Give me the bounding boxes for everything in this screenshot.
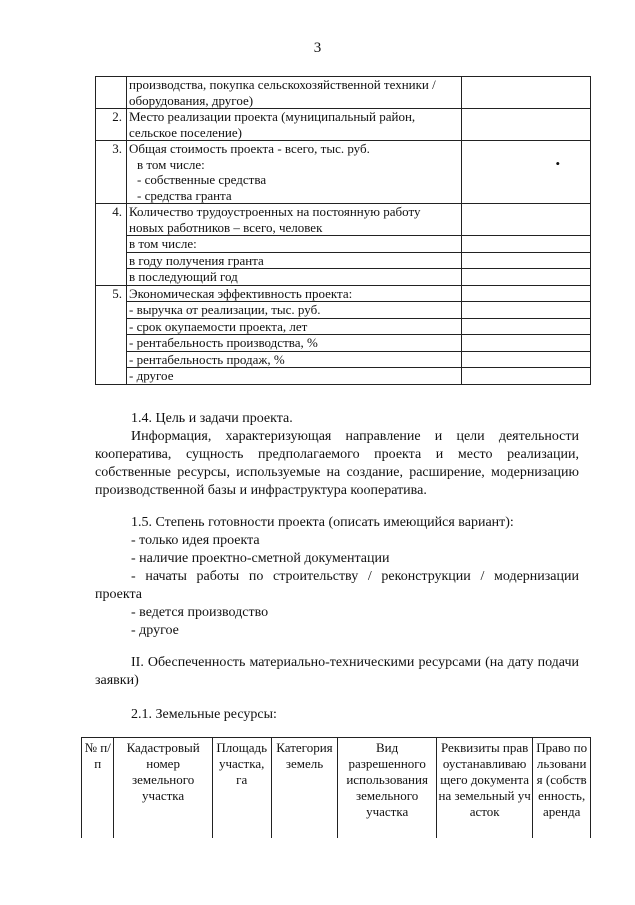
row-value: [462, 302, 591, 319]
section-2-1-heading: 2.1. Земельные ресурсы:: [131, 707, 277, 722]
table-row: [96, 285, 591, 302]
table-row: [96, 109, 591, 141]
row-number: [96, 236, 127, 253]
column-header: Категория земель: [271, 738, 338, 839]
row-number: 3.: [96, 141, 127, 204]
table-row: [96, 318, 591, 335]
stray-mark: •: [555, 156, 560, 171]
readiness-option: - наличие проектно-сметной документации: [131, 551, 390, 566]
row-number: [96, 269, 127, 286]
row-label: [127, 77, 462, 109]
row-text: сельское поселение): [129, 124, 242, 140]
column-header: № п/п: [82, 738, 114, 839]
section-1-5-heading: 1.5. Степень готовности проекта (описать имеющийся вариант):: [131, 515, 514, 530]
row-number: [96, 252, 127, 269]
section-1-4: [95, 410, 579, 500]
row-number: [96, 318, 127, 335]
row-value: [462, 252, 591, 269]
row-text: Количество трудоустроенных на постоянную работу: [129, 204, 421, 219]
table-row: [96, 368, 591, 385]
table-row: [96, 141, 591, 204]
table-header-row: [82, 738, 591, 839]
row-label: - рентабельность продаж, %: [127, 351, 462, 368]
row-number: [96, 368, 127, 385]
column-header: Кадастровый номер земельного участка: [114, 738, 212, 839]
column-header: Площадь участка, га: [212, 738, 271, 839]
row-label: в году получения гранта: [127, 252, 462, 269]
section-1-4-text: Информация, характеризующая направление и цели деятельности кооператива, сущность предполагаемого проекта и место реализации, собственные ресурсы, используемые на создание, расширение, модернизацию производственной базы и инфраструктура кооператива.: [95, 429, 579, 498]
row-value: [462, 351, 591, 368]
table-row: [96, 77, 591, 109]
row-text: новых работников – всего, человек: [129, 219, 323, 235]
row-number: 5.: [96, 285, 127, 302]
row-label: [127, 109, 462, 141]
section-1-5: [95, 514, 579, 640]
table-row: [96, 252, 591, 269]
row-value: [462, 269, 591, 286]
row-value: [462, 368, 591, 385]
section-2-1: [95, 706, 579, 724]
row-label: в том числе:: [127, 236, 462, 253]
column-header: Реквизиты правоустанавливающего документа на земельный участок: [436, 738, 532, 839]
readiness-option: - только идея проекта: [131, 533, 260, 548]
row-text: в том числе:: [137, 156, 205, 172]
row-text: - средства гранта: [137, 187, 232, 203]
row-number: [96, 302, 127, 319]
readiness-option: - начаты работы по строительству / реконструкции / модернизации проекта: [95, 569, 579, 602]
row-label: - срок окупаемости проекта, лет: [127, 318, 462, 335]
row-text: оборудования, другое): [129, 92, 254, 108]
row-label: - выручка от реализации, тыс. руб.: [127, 302, 462, 319]
table-row: [96, 204, 591, 236]
row-number: 2.: [96, 109, 127, 141]
row-label: Экономическая эффективность проекта:: [127, 285, 462, 302]
row-value: [462, 109, 591, 141]
column-header: Право пользования (собственность, аренда: [533, 738, 591, 839]
page-number: 3: [313, 40, 322, 56]
table-row: [96, 236, 591, 253]
section-1-4-heading: 1.4. Цель и задачи проекта.: [131, 411, 293, 426]
row-value: [462, 335, 591, 352]
row-value: [462, 141, 591, 204]
project-parameters-table: [95, 76, 591, 385]
table-row: [96, 335, 591, 352]
readiness-option: - ведется производство: [131, 605, 269, 620]
table-row: [96, 351, 591, 368]
row-number: [96, 77, 127, 109]
row-label: в последующий год: [127, 269, 462, 286]
table-row: [96, 269, 591, 286]
row-value: [462, 77, 591, 109]
section-2: [95, 654, 579, 690]
row-value: [462, 318, 591, 335]
row-text: - собственные средства: [137, 172, 267, 187]
land-resources-table: [81, 737, 591, 838]
readiness-option: - другое: [131, 623, 179, 638]
column-header: Вид разрешенного использования земельного участка: [338, 738, 437, 839]
row-value: [462, 285, 591, 302]
table-row: [96, 302, 591, 319]
row-number: [96, 351, 127, 368]
row-text: производства, покупка сельскохозяйственной техники /: [129, 77, 436, 92]
row-number: 4.: [96, 204, 127, 236]
row-label: - рентабельность производства, %: [127, 335, 462, 352]
row-text: Место реализации проекта (муниципальный район,: [129, 109, 416, 124]
section-2-title: II. Обеспеченность материально-техническими ресурсами (на дату подачи заявки): [95, 655, 579, 688]
row-text: Общая стоимость проекта - всего, тыс. руб.: [129, 141, 370, 156]
row-label: [127, 204, 462, 236]
row-value: [462, 236, 591, 253]
row-value: [462, 204, 591, 236]
row-label: - другое: [127, 368, 462, 385]
row-label: [127, 141, 462, 204]
row-number: [96, 335, 127, 352]
